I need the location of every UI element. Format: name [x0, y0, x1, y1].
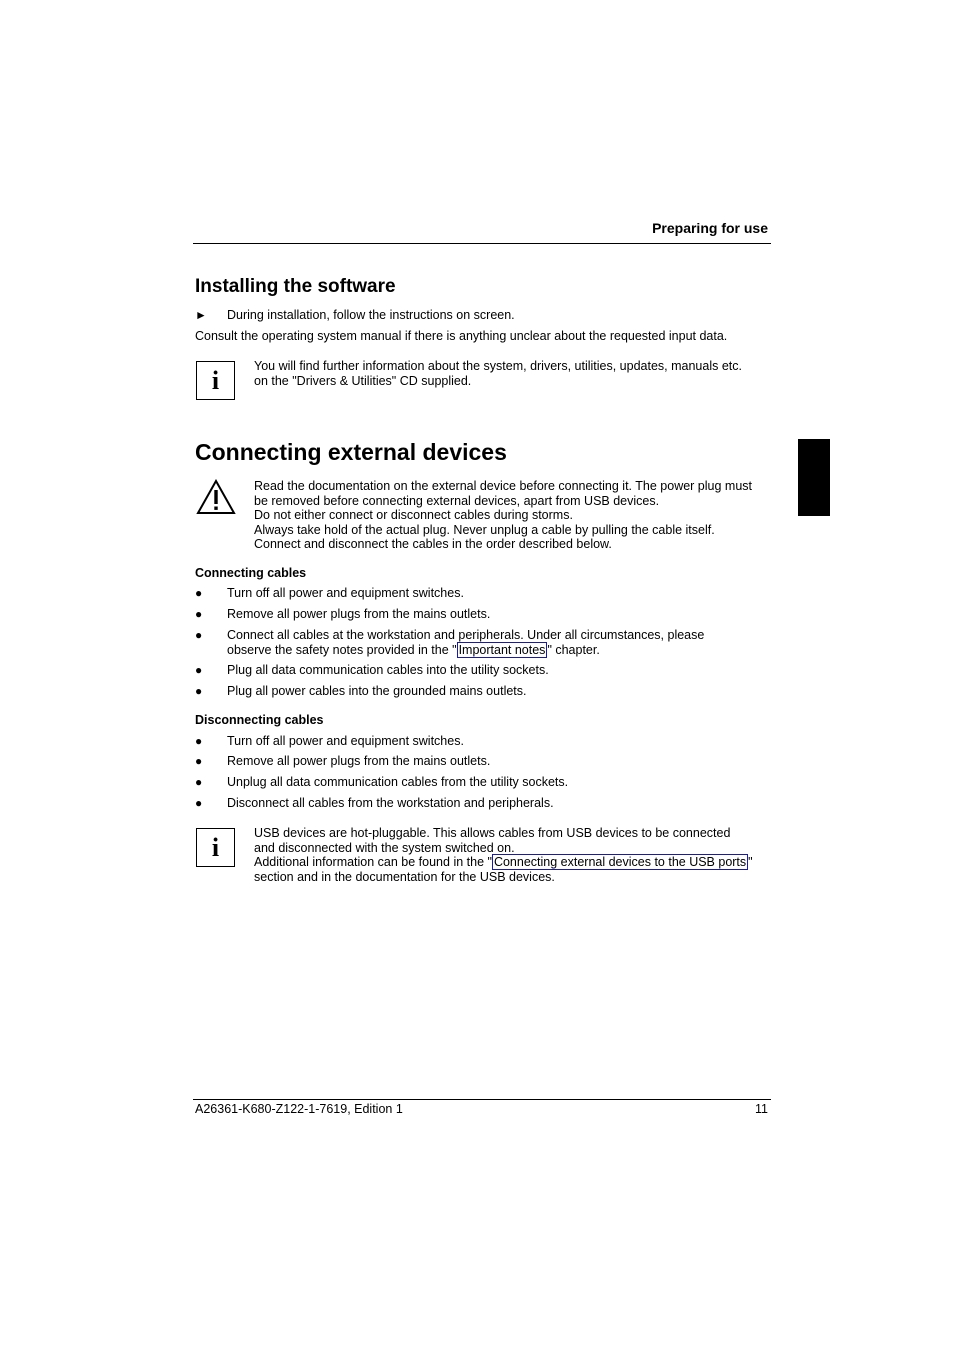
list-item: Remove all power plugs from the mains outlets. [227, 607, 491, 621]
arrow-icon: ► [195, 308, 207, 322]
usb-line: USB devices are hot-pluggable. This allows cables from USB devices to be connected [254, 826, 731, 840]
bullet-icon: ● [195, 684, 203, 698]
page-number: 11 [755, 1102, 768, 1116]
info-icon: i [196, 828, 235, 867]
usb-line: section and in the documentation for the USB devices. [254, 869, 555, 884]
list-item: Plug all power cables into the grounded mains outlets. [227, 684, 527, 698]
consult-text: Consult the operating system manual if there is anything unclear about the requested input data. [195, 329, 728, 343]
link-suffix: " [748, 855, 753, 869]
list-item: Plug all data communication cables into the utility sockets. [227, 663, 549, 677]
chapter-tab-marker [798, 439, 830, 516]
usb-ports-link[interactable]: Connecting external devices to the USB ports [493, 855, 747, 869]
important-notes-link[interactable]: Important notes [458, 642, 546, 657]
info-line: You will find further information about the system, drivers, utilities, updates, manuals etc. [254, 359, 742, 373]
usb-note [254, 826, 753, 884]
link-prefix: Additional information can be found in the " [254, 855, 492, 869]
bullet-icon: ● [195, 628, 203, 642]
link-prefix: observe the safety notes provided in the " [227, 642, 457, 657]
info-icon: i [196, 361, 235, 400]
link-suffix: " chapter. [547, 642, 600, 657]
usb-line: and disconnected with the system switched on. [254, 840, 515, 855]
section-heading-connecting: Connecting external devices [195, 439, 507, 465]
warning-note [254, 479, 752, 552]
list-item-line: Connect all cables at the workstation and peripherals. Under all circumstances, please [227, 628, 705, 642]
list-item: Turn off all power and equipment switches. [227, 586, 464, 600]
list-item: Turn off all power and equipment switches. [227, 734, 464, 748]
bullet-icon: ● [195, 796, 203, 810]
list-item: Remove all power plugs from the mains outlets. [227, 754, 491, 768]
warning-line: Connect and disconnect the cables in the order described below. [254, 537, 612, 551]
info-note [254, 359, 742, 388]
warning-line: Always take hold of the actual plug. Never unplug a cable by pulling the cable itself. [254, 522, 715, 537]
list-item: Disconnect all cables from the workstation and peripherals. [227, 796, 554, 810]
warning-icon [196, 479, 236, 515]
bullet-icon: ● [195, 754, 203, 768]
bullet-icon: ● [195, 775, 203, 789]
bullet-icon: ● [195, 663, 203, 677]
bullet-icon: ● [195, 586, 203, 600]
install-step: During installation, follow the instructions on screen. [227, 308, 515, 322]
footer-doc-id: A26361-K680-Z122-1-7619, Edition 1 [195, 1102, 403, 1116]
subheading-disconnecting-cables: Disconnecting cables [195, 713, 324, 727]
subheading-connecting-cables: Connecting cables [195, 566, 307, 580]
section-heading-installing: Installing the software [195, 276, 396, 297]
list-item-line [227, 643, 704, 658]
list-item: Unplug all data communication cables from the utility sockets. [227, 775, 569, 789]
list-item [227, 628, 704, 657]
warning-line: Read the documentation on the external device before connecting it. The power plug must [254, 479, 752, 493]
bullet-icon: ● [195, 607, 203, 621]
warning-line: be removed before connecting external devices, apart from USB devices. [254, 493, 660, 508]
running-header: Preparing for use [652, 220, 768, 236]
info-line: on the "Drivers & Utilities" CD supplied. [254, 373, 472, 388]
footer-rule [193, 1099, 771, 1100]
warning-line: Do not either connect or disconnect cables during storms. [254, 508, 573, 522]
usb-line [254, 855, 753, 870]
header-rule [193, 243, 771, 244]
bullet-icon: ● [195, 734, 203, 748]
